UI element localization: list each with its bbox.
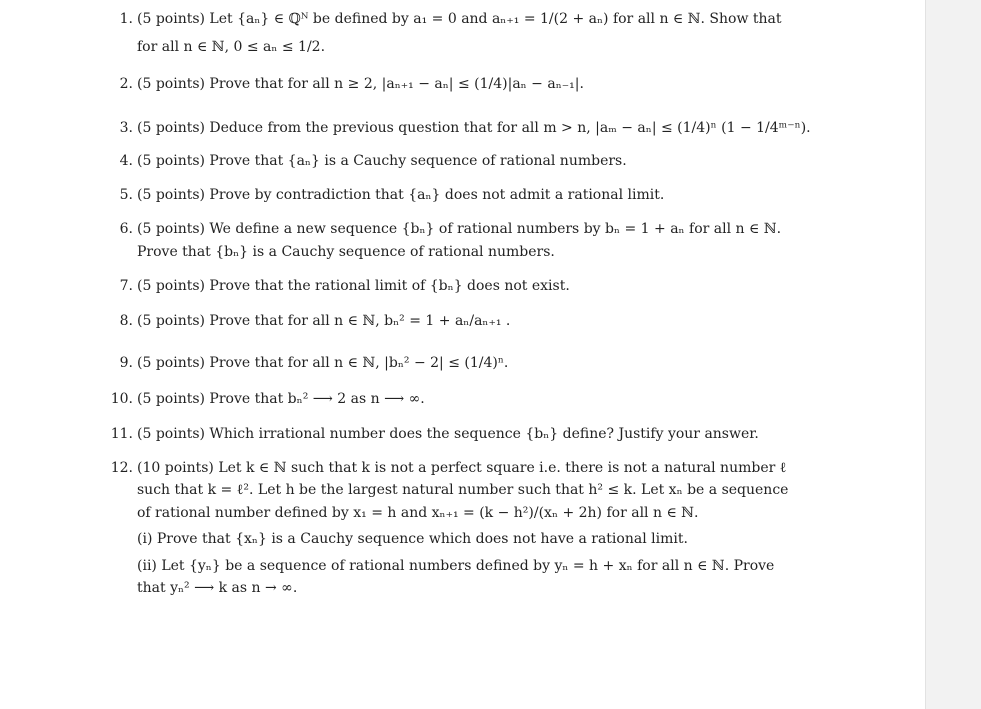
problem-number: 6. [119, 221, 133, 238]
problem-number: 11. [110, 425, 133, 442]
problem-line: Prove that {bₙ} is a Cauchy sequence of rational numbers. [137, 243, 555, 260]
problem-number: 1. [119, 11, 133, 27]
problem-line: (5 points) Prove that the rational limit of {bₙ} does not exist. [137, 278, 570, 295]
problem-line: (5 points) Prove that for all n ∈ ℕ, bₙ² = 1 + aₙ/aₙ₊₁ . [137, 312, 511, 329]
problem-subpart: (ii) Let {yₙ} be a sequence of rational numbers defined by yₙ = h + xₙ for all n ∈ ℕ. Prove [137, 557, 775, 574]
problem-5 [107, 184, 817, 206]
problem-8 [107, 310, 817, 332]
problem-line: (5 points) Which irrational number does the sequence {bₙ} define? Justify your answer. [137, 425, 759, 442]
problem-3 [107, 117, 817, 139]
problem-6 [107, 218, 817, 263]
problem-line: (5 points) Prove that bₙ² ⟶ 2 as n ⟶ ∞. [137, 391, 425, 408]
problem-line: that yₙ² ⟶ k as n → ∞. [137, 580, 298, 597]
problem-number: 2. [119, 75, 133, 92]
problem-2 [107, 73, 817, 95]
problem-line: (5 points) Prove by contradiction that {aₙ} does not admit a rational limit. [137, 186, 665, 203]
problem-number: 8. [119, 312, 133, 329]
problem-number: 10. [110, 391, 133, 408]
problem-number: 3. [119, 120, 133, 137]
problem-1 [107, 8, 817, 59]
problem-number: 5. [119, 186, 133, 203]
problem-line: (5 points) We define a new sequence {bₙ} of rational numbers by bₙ = 1 + aₙ for all n ∈ ℕ. [137, 221, 782, 238]
problem-line: (5 points) Prove that for all n ≥ 2, |aₙ₊₁ − aₙ| ≤ (1/4)|aₙ − aₙ₋₁|. [137, 75, 584, 92]
problem-number: 9. [119, 354, 133, 371]
problem-10 [107, 388, 817, 410]
problem-line: for all n ∈ ℕ, 0 ≤ aₙ ≤ 1/2. [137, 39, 326, 56]
problem-7 [107, 275, 817, 297]
problem-line: (5 points) Deduce from the previous question that for all m > n, |aₘ − aₙ| ≤ (1/4)ⁿ (1 − 1/4ᵐ⁻ⁿ). [137, 120, 811, 137]
problem-12 [107, 457, 817, 599]
problem-number: 12. [110, 460, 133, 477]
problem-9 [107, 352, 817, 374]
problem-4 [107, 150, 817, 172]
problem-line: such that k = ℓ². Let h be the largest natural number such that h² ≤ k. Let xₙ be a sequence [137, 482, 789, 499]
problem-subpart: (i) Prove that {xₙ} is a Cauchy sequence which does not have a rational limit. [137, 531, 688, 548]
problem-number: 4. [119, 152, 133, 169]
problem-line: (5 points) Prove that for all n ∈ ℕ, |bₙ² − 2| ≤ (1/4)ⁿ. [137, 354, 509, 371]
problem-list [107, 8, 817, 599]
problem-line: (5 points) Let {aₙ} ∈ ℚᴺ be defined by a₁ = 0 and aₙ₊₁ = 1/(2 + aₙ) for all n ∈ ℕ. Show that [137, 11, 782, 27]
problem-number: 7. [119, 278, 133, 295]
problem-line: (5 points) Prove that {aₙ} is a Cauchy sequence of rational numbers. [137, 152, 627, 169]
problem-line: of rational number defined by x₁ = h and xₙ₊₁ = (k − h²)/(xₙ + 2h) for all n ∈ ℕ. [137, 504, 699, 521]
problem-line: (10 points) Let k ∈ ℕ such that k is not a perfect square i.e. there is not a natural number ℓ [137, 460, 787, 477]
problem-11 [107, 423, 817, 445]
right-side-panel [925, 0, 981, 709]
